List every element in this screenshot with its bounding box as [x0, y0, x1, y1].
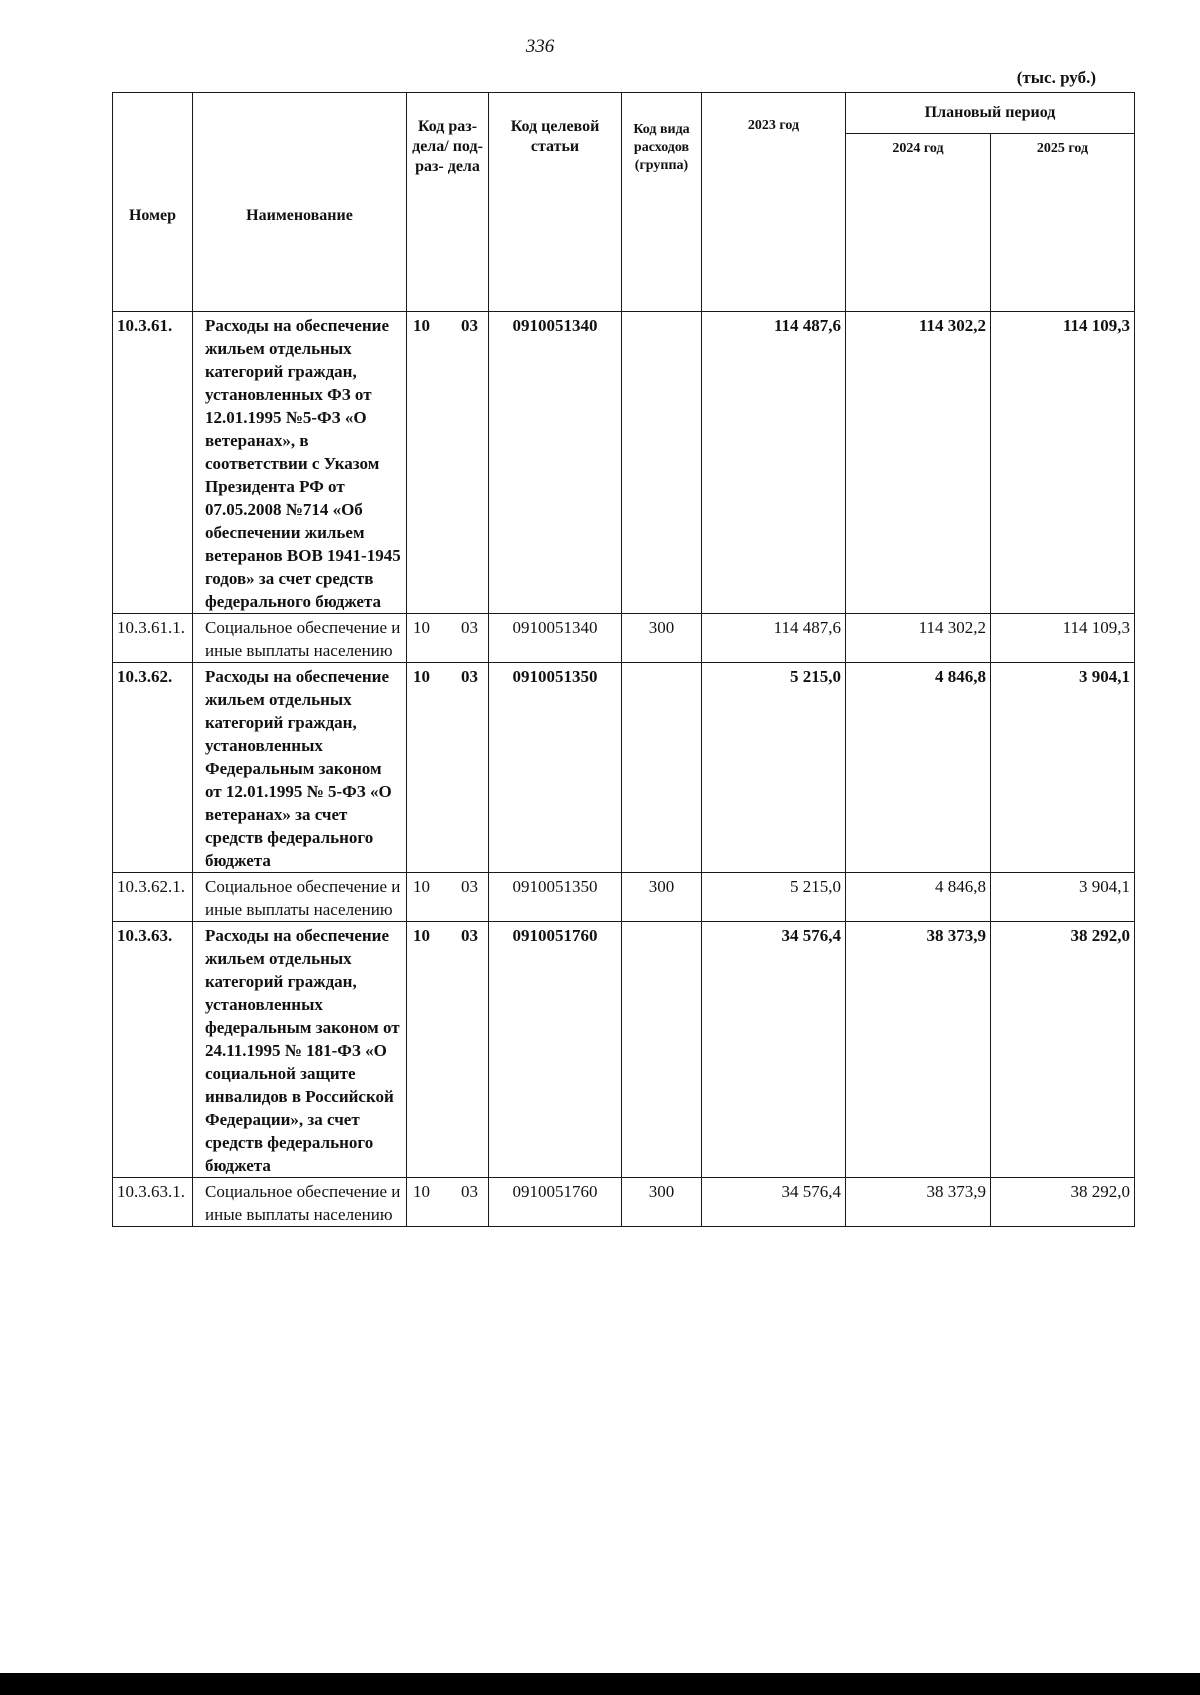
- row-section-code: 10: [413, 667, 430, 686]
- row-value-2025: 38 292,0: [991, 922, 1135, 1178]
- row-number: 10.3.63.: [113, 922, 193, 1178]
- header-number: Номер: [113, 93, 193, 312]
- row-value-2024: 114 302,2: [846, 614, 991, 663]
- header-expense-type: Код вида расходов (группа): [622, 93, 702, 312]
- row-value-2025: 38 292,0: [991, 1178, 1135, 1227]
- header-row-1: [113, 93, 1135, 134]
- row-name: Расходы на обеспечение жильем отдельных категорий граждан, установленных Федеральным законом от 12.01.1995 № 5-ФЗ «О ветеранах» за счет средств федерального бюджета: [193, 663, 407, 873]
- scan-border: [0, 1673, 1200, 1695]
- budget-table: [112, 92, 1135, 1227]
- row-section-code: 10: [413, 1182, 430, 1201]
- row-target: 0910051350: [489, 873, 622, 922]
- row-value-2024: 38 373,9: [846, 1178, 991, 1227]
- table-row: [113, 873, 1135, 922]
- units-label: (тыс. руб.): [1016, 68, 1096, 87]
- row-name: Расходы на обеспечение жильем отдельных категорий граждан, установленных ФЗ от 12.01.1995 №5-ФЗ «О ветеранах», в соответствии с Указом Президента РФ от 07.05.2008 №714 «Об обеспечении жильем ветеранов ВОВ 1941-1945 годов» за счет средств федерального бюджета: [193, 312, 407, 614]
- header-section: Код раз- дела/ под- раз- дела: [407, 93, 489, 312]
- row-name: Расходы на обеспечение жильем отдельных категорий граждан, установленных федеральным законом от 24.11.1995 № 181-ФЗ «О социальной защите инвалидов в Российской Федерации», за счет средств федерального бюджета: [193, 922, 407, 1178]
- row-section-code: 10: [413, 926, 430, 945]
- row-name: Социальное обеспечение и иные выплаты населению: [193, 873, 407, 922]
- row-expense-type: [622, 312, 702, 614]
- row-name: Социальное обеспечение и иные выплаты населению: [193, 614, 407, 663]
- row-section: [407, 873, 489, 922]
- row-value-2023: 114 487,6: [702, 614, 846, 663]
- row-number: 10.3.62.: [113, 663, 193, 873]
- header-2025: 2025 год: [991, 134, 1135, 312]
- table-row: [113, 663, 1135, 873]
- row-number: 10.3.61.: [113, 312, 193, 614]
- row-expense-type: 300: [622, 873, 702, 922]
- header-target: Код целевой статьи: [489, 93, 622, 312]
- row-value-2025: 114 109,3: [991, 614, 1135, 663]
- row-value-2024: 114 302,2: [846, 312, 991, 614]
- row-section: [407, 312, 489, 614]
- row-value-2023: 34 576,4: [702, 922, 846, 1178]
- header-plan-period: Плановый период: [846, 93, 1135, 134]
- row-target: 0910051760: [489, 1178, 622, 1227]
- row-number: 10.3.62.1.: [113, 873, 193, 922]
- row-name: Социальное обеспечение и иные выплаты населению: [193, 1178, 407, 1227]
- row-section: [407, 1178, 489, 1227]
- row-value-2023: 34 576,4: [702, 1178, 846, 1227]
- row-target: 0910051760: [489, 922, 622, 1178]
- row-expense-type: [622, 922, 702, 1178]
- header-2023: 2023 год: [702, 93, 846, 312]
- row-target: 0910051340: [489, 614, 622, 663]
- table-row: [113, 922, 1135, 1178]
- row-subsection-code: 03: [461, 618, 478, 637]
- row-value-2023: 114 487,6: [702, 312, 846, 614]
- table-row: [113, 614, 1135, 663]
- row-value-2025: 3 904,1: [991, 873, 1135, 922]
- row-section-code: 10: [413, 877, 430, 896]
- row-value-2025: 3 904,1: [991, 663, 1135, 873]
- row-value-2025: 114 109,3: [991, 312, 1135, 614]
- row-section-code: 10: [413, 618, 430, 637]
- row-value-2024: 4 846,8: [846, 663, 991, 873]
- row-section: [407, 922, 489, 1178]
- row-expense-type: [622, 663, 702, 873]
- row-subsection-code: 03: [461, 877, 478, 896]
- row-number: 10.3.61.1.: [113, 614, 193, 663]
- row-target: 0910051340: [489, 312, 622, 614]
- header-name: Наименование: [193, 93, 407, 312]
- row-section-code: 10: [413, 316, 430, 335]
- row-value-2024: 4 846,8: [846, 873, 991, 922]
- row-subsection-code: 03: [461, 316, 478, 335]
- row-number: 10.3.63.1.: [113, 1178, 193, 1227]
- header-2024: 2024 год: [846, 134, 991, 312]
- row-subsection-code: 03: [461, 667, 478, 686]
- table-row: [113, 1178, 1135, 1227]
- row-subsection-code: 03: [461, 1182, 478, 1201]
- row-value-2024: 38 373,9: [846, 922, 991, 1178]
- row-subsection-code: 03: [461, 926, 478, 945]
- row-expense-type: 300: [622, 614, 702, 663]
- row-expense-type: 300: [622, 1178, 702, 1227]
- row-target: 0910051350: [489, 663, 622, 873]
- row-section: [407, 663, 489, 873]
- table-row: [113, 312, 1135, 614]
- row-section: [407, 614, 489, 663]
- row-value-2023: 5 215,0: [702, 873, 846, 922]
- row-value-2023: 5 215,0: [702, 663, 846, 873]
- page-number: 336: [525, 36, 555, 57]
